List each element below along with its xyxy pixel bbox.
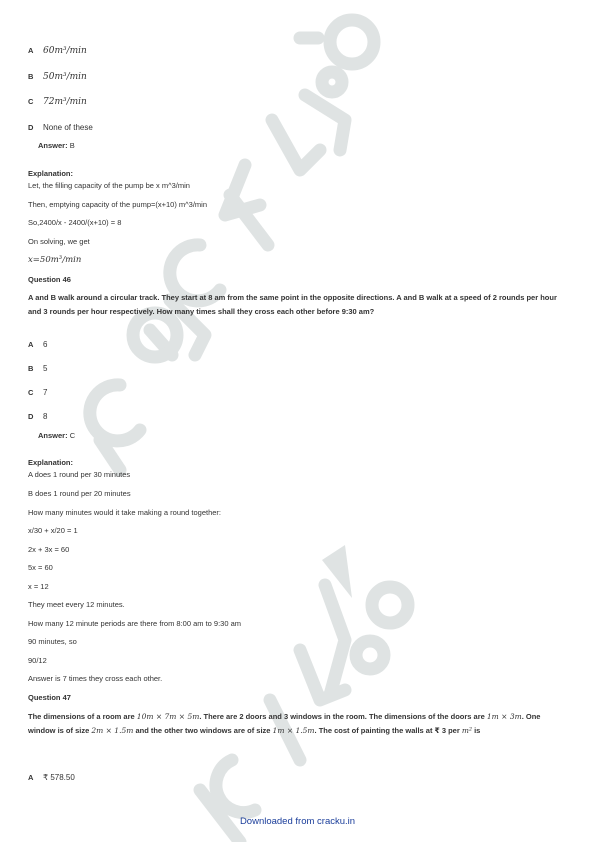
- explanation-line: x = 12: [28, 582, 49, 591]
- explanation-line: On solving, we get: [28, 237, 90, 246]
- answer-value: C: [69, 431, 76, 440]
- question-text-part: and the other two windows are of size: [135, 725, 271, 735]
- question-text: A and B walk around a circular track. They start at 8 am from the same point in the opposite directions. A and B walk at a speed of 2 rounds per hour and 3 rounds per hour respectively. How many times shall they cross each other before 9:30 am?: [28, 293, 557, 316]
- option-text: 72m³/min: [43, 97, 87, 107]
- explanation-line: So,2400/x - 2400/(x+10) = 8: [28, 218, 122, 227]
- math-expression: 10m × 7m × 5m: [136, 712, 200, 721]
- explanation-line: x/30 + x/20 = 1: [28, 526, 78, 535]
- option-d[interactable]: [28, 123, 93, 132]
- explanation-line: 2x + 3x = 60: [28, 545, 70, 554]
- option-text: 5: [43, 364, 48, 373]
- option-letter: B: [28, 364, 34, 373]
- option-letter: D: [28, 412, 34, 421]
- footer-download-link[interactable]: Downloaded from cracku.in: [239, 816, 356, 827]
- question-text: [28, 710, 563, 737]
- explanation-title: Explanation:: [28, 169, 74, 178]
- question-title: Question 46: [28, 275, 71, 284]
- answer-label: Answer:: [38, 431, 68, 440]
- explanation-line: 90 minutes, so: [28, 637, 77, 646]
- question-text-part: . One window is of size: [28, 712, 541, 735]
- explanation-line: A does 1 round per 30 minutes: [28, 470, 131, 479]
- explanation-line: B does 1 round per 20 minutes: [28, 489, 131, 498]
- option-text: 60m³/min: [43, 46, 87, 56]
- option-c[interactable]: [28, 388, 47, 397]
- option-text: 8: [43, 412, 48, 421]
- math-expression: 1m × 3m: [486, 712, 522, 721]
- option-a[interactable]: [28, 46, 87, 56]
- option-b[interactable]: [28, 72, 87, 82]
- option-letter: B: [28, 72, 34, 81]
- answer-value: B: [69, 141, 75, 150]
- explanation-line: How many minutes would it take making a round together:: [28, 508, 222, 517]
- option-text: 6: [43, 340, 48, 349]
- explanation-line: Answer is 7 times they cross each other.: [28, 674, 163, 683]
- question-text-part: The dimensions of a room are: [28, 712, 135, 721]
- option-c[interactable]: [28, 97, 87, 107]
- option-a[interactable]: [28, 340, 47, 349]
- option-letter: A: [28, 340, 34, 349]
- explanation-line: Let, the filling capacity of the pump be x m^3/min: [28, 181, 190, 190]
- option-a[interactable]: [28, 773, 75, 782]
- option-letter: C: [28, 388, 34, 397]
- option-letter: A: [28, 773, 34, 782]
- option-b[interactable]: [28, 364, 47, 373]
- question-text-part: is: [474, 725, 481, 735]
- explanation-line: They meet every 12 minutes.: [28, 600, 125, 609]
- option-letter: C: [28, 97, 34, 106]
- option-d[interactable]: [28, 412, 47, 421]
- option-letter: A: [28, 46, 34, 55]
- explanation-line: Then, emptying capacity of the pump=(x+10) m^3/min: [28, 200, 208, 209]
- answer-label: Answer:: [38, 141, 68, 150]
- option-text: 7: [43, 388, 48, 397]
- math-expression: 1m × 1.5m: [272, 725, 315, 735]
- explanation-line: 90/12: [28, 656, 47, 665]
- option-text: 50m³/min: [43, 72, 87, 82]
- math-expression: m²: [461, 725, 472, 735]
- question-title: Question 47: [28, 693, 71, 702]
- explanation-line: 5x = 60: [28, 563, 53, 572]
- answer: [38, 431, 75, 440]
- explanation-line: x=50m³/min: [28, 255, 82, 265]
- option-text: None of these: [43, 123, 93, 132]
- math-expression: 2m × 1.5m: [91, 725, 134, 735]
- answer: [38, 141, 75, 150]
- explanation-line: How many 12 minute periods are there from 8:00 am to 9:30 am: [28, 619, 242, 628]
- question-text-part: . The cost of painting the walls at ₹ 3 per: [314, 725, 460, 735]
- option-letter: D: [28, 123, 34, 132]
- option-text: ₹ 578.50: [43, 773, 75, 782]
- explanation-title: Explanation:: [28, 458, 74, 467]
- question-text-part: . There are 2 doors and 3 windows in the room. The dimensions of the doors are: [199, 712, 485, 721]
